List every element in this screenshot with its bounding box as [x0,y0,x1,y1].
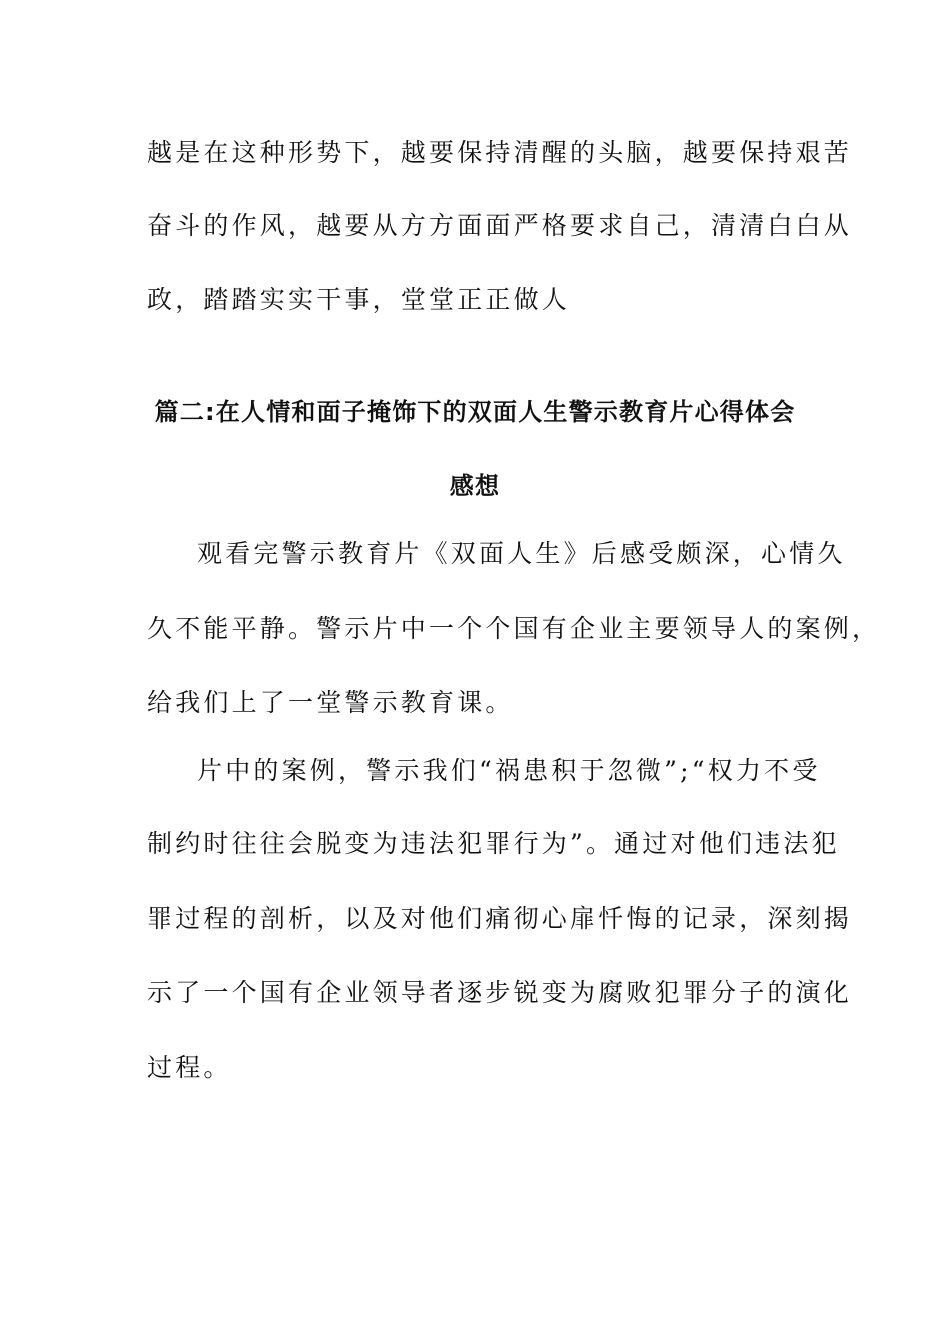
text-line: 政，踏踏实实干事，堂堂正正做人 [147,285,571,314]
paragraph-line: 片中的案例，警示我们“祸患积于忽微”;“权力不受 [197,756,821,785]
paragraph-line: 示了一个国有企业领导者逐步锐变为腐败犯罪分子的演化 [147,978,853,1007]
paragraph-line: 制约时往往会脱变为违法犯罪行为”。通过对他们违法犯 [147,829,840,858]
paragraph-line: 给我们上了一堂警示教育课。 [147,688,514,717]
section-title: 篇二:在人情和面子掩饰下的双面人生警示教育片心得体会 [154,398,796,426]
text-line: 越是在这种形势下，越要保持清醒的头脑，越要保持艰苦 [147,138,853,167]
paragraph-line: 过程。 [147,1053,232,1082]
section-title-continued: 感想 [449,472,501,500]
text-line: 奋斗的作风，越要从方方面面严格要求自己，清清白白从 [147,211,853,240]
paragraph-line: 久不能平静。警示片中一个个国有企业主要领导人的案例， [147,614,881,643]
paragraph-line: 罪过程的剖析，以及对他们痛彻心扉忏悔的记录，深刻揭 [147,904,853,933]
paragraph-line: 观看完警示教育片《双面人生》后感受颇深，心情久 [197,539,846,568]
